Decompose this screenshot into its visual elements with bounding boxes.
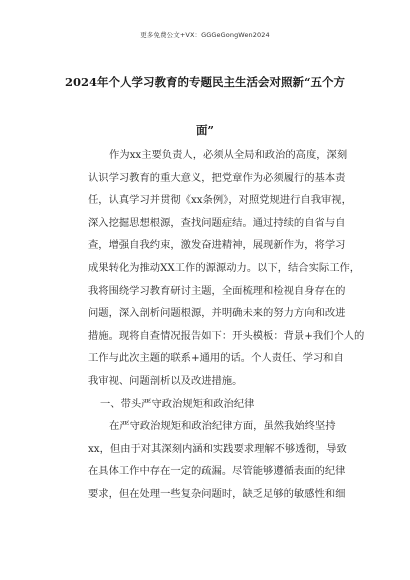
body-line: 问题，深入剖析问题根源，并明确未来的努力方向和改进 [88, 307, 346, 320]
body-line: 我审视、问题剖析以及改进措施。 [88, 374, 243, 387]
body-line: 查，增强自我约束，激发奋进精神，展现新作为，将学习 [88, 239, 346, 252]
body-line: 认识学习教育的重大意义，把党章作为必须履行的基本责 [88, 171, 346, 184]
body-line: 深入挖掘思想根源，查找问题症结。通过持续的自省与自 [88, 216, 346, 229]
document-title-line-1: 2024年个人学习教育的专题民主生活会对照新“五个方 [64, 75, 346, 89]
body-line: 任，认真学习并贯彻《xx条例》，对照党规进行自我审视， [88, 194, 352, 207]
body-line: xx，但由于对其深刻内涵和实践要求理解不够透彻，导致 [88, 442, 347, 455]
body-line: 在具体工作中存在一定的疏漏。尽管能够遵循表面的纪律 [88, 465, 346, 478]
body-line: 要求，但在处理一些复杂问题时，缺乏足够的敏感性和细 [88, 487, 346, 500]
document-title-line-2: 面” [195, 123, 215, 137]
body-line: 成果转化为推动XX工作的源源动力。以下，结合实际工作， [88, 261, 361, 274]
body-line: 工作与此次主题的联系+通用的话。个人责任、学习和自 [88, 352, 344, 365]
document-body [88, 144, 365, 506]
body-line: 措施。现将自查情况报告如下：开头模板：背景+我们个人的 [88, 329, 365, 342]
body-line: 我将围绕学习教育研讨主题，全面梳理和检视自身存在的 [88, 284, 346, 297]
section-heading: 一、带头严守政治规矩和政治纪律 [100, 397, 255, 410]
header-note: 更多免费公文+VX：GGGeGongWen2024 [140, 31, 270, 39]
body-line: 在严守政治规矩和政治纪律方面，虽然我始终坚持 [109, 420, 336, 433]
body-line: 作为xx主要负责人，必须从全局和政治的高度，深刻 [109, 149, 348, 161]
